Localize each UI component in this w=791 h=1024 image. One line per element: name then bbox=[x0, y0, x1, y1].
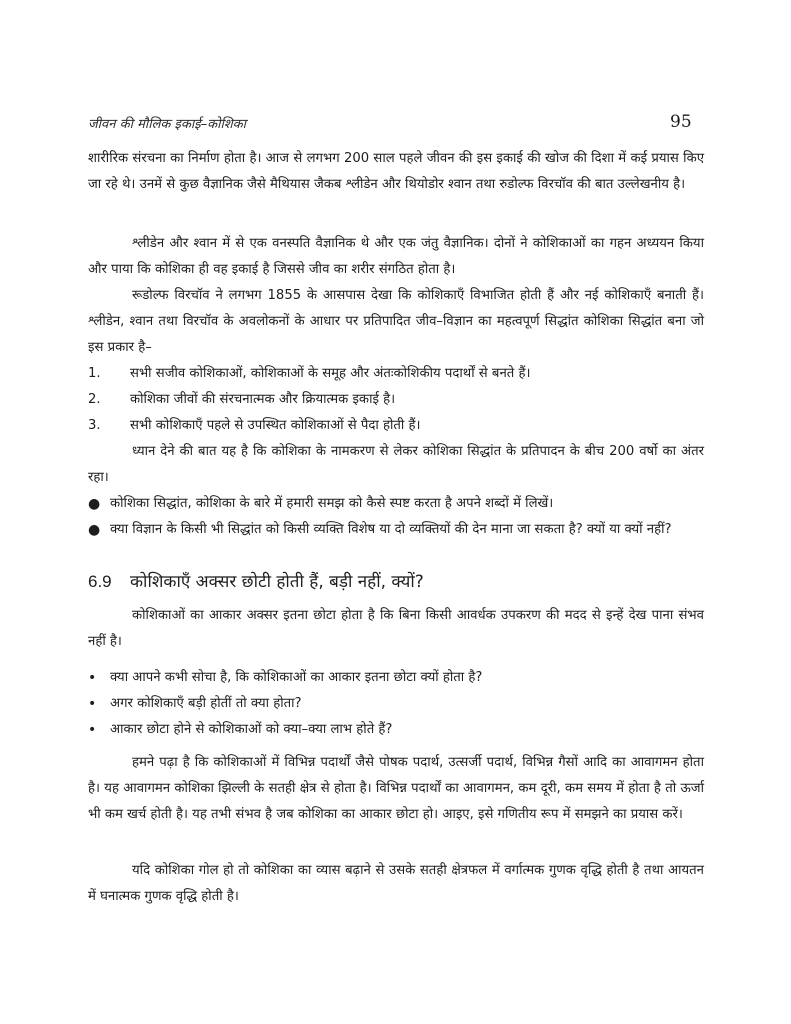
list-text: सभी सजीव कोशिकाओं, कोशिकाओं के समूह और अंतःकोशिकीय पदार्थों से बनते हैं। bbox=[130, 366, 531, 381]
page-number: 95 bbox=[670, 112, 692, 132]
paragraph-2: श्लीडेन और श्वान में से एक वनस्पति वैज्ञानिक थे और एक जंतु वैज्ञानिक। दोनों ने कोशिकाओं का गहन अध्ययन किया और पाया कि कोशिका ही वह इकाई है जिससे जीव का शरीर संगठित होता है। bbox=[88, 236, 704, 277]
list-text: सभी कोशिकाएँ पहले से उपस्थित कोशिकाओं से पैदा होती हैं। bbox=[130, 418, 421, 433]
question-text: अगर कोशिकाएँ बड़ी होतीं तो क्या होता? bbox=[110, 696, 302, 711]
bullet-icon: ● bbox=[88, 522, 101, 538]
question-text: क्या आपने कभी सोचा है, कि कोशिकाओं का आकार इतना छोटा क्यों होता है? bbox=[110, 670, 483, 685]
section-title: कोशिकाएँ अक्सर छोटी होती हैं, बड़ी नहीं, क्यों? bbox=[130, 572, 424, 592]
question-text: आकार छोटा होने से कोशिकाओं को क्या–क्या लाभ होते हैं? bbox=[110, 722, 393, 737]
paragraph-3: रूडोल्फ विरचॉव ने लगभग 1855 के आसपास देखा कि कोशिकाएँ विभाजित होती हैं और नई कोशिकाएँ बनाती हैं। श्लीडेन, श्वान तथा विरचॉव के अवलोकनों के आधार पर प्रतिपादित जीव–विज्ञान का महत्वपूर्ण सिद्धांत कोशिका सिद्धांत बना जो इस प्रकार है– bbox=[88, 288, 704, 355]
list-number: 1. bbox=[88, 366, 101, 381]
bullet-icon: ● bbox=[88, 496, 101, 512]
paragraph-6: हमने पढ़ा है कि कोशिकाओं में विभिन्न पदार्थों जैसे पोषक पदार्थ, उत्सर्जी पदार्थ, विभिन्न गैसों आदि का आवागमन होता है। यह आवागमन कोशिका झिल्ली के सतही क्षेत्र से होता है। विभिन्न पदार्थों का आवागमन, कम दूरी, कम समय में होता है तो ऊर्जा भी कम खर्च होती है। यह तभी संभव है जब कोशिका का आकार छोटा हो। आइए, इसे गणितीय रूप में समझने का प्रयास करें। bbox=[88, 755, 704, 822]
paragraph-5: कोशिकाओं का आकार अक्सर इतना छोटा होता है कि बिना किसी आवर्धक उपकरण की मदद से इन्हें देख पाना संभव नहीं है। bbox=[88, 608, 704, 649]
bullet-icon: • bbox=[88, 670, 97, 686]
list-text: कोशिका जीवों की संरचनात्मक और क्रियात्मक इकाई है। bbox=[130, 392, 396, 407]
list-number: 3. bbox=[88, 418, 101, 433]
bullet-icon: • bbox=[88, 722, 97, 738]
running-head: जीवन की मौलिक इकाई–कोशिका bbox=[88, 117, 247, 132]
paragraph-1: शारीरिक संरचना का निर्माण होता है। आज से लगभग 200 साल पहले जीवन की इस इकाई की खोज की दिशा में कई प्रयास किए जा रहे थे। उनमें से कुछ वैज्ञानिक जैसे मैथियास जैकब श्लीडेन और थियोडोर श्वान तथा रुडोल्फ विरचॉव की बात उल्लेखनीय है। bbox=[88, 151, 704, 192]
paragraph-7: यदि कोशिका गोल हो तो कोशिका का व्यास बढ़ाने से उसके सतही क्षेत्रफल में वर्गात्मक गुणक वृद्धि होती है तथा आयतन में घनात्मक गुणक वृद्धि होती है। bbox=[88, 863, 704, 904]
list-number: 2. bbox=[88, 392, 101, 407]
bullet-icon: • bbox=[88, 696, 97, 712]
paragraph-4: ध्यान देने की बात यह है कि कोशिका के नामकरण से लेकर कोशिका सिद्धांत के प्रतिपादन के बीच 200 वर्षो का अंतर रहा। bbox=[88, 444, 704, 485]
section-number: 6.9 bbox=[88, 572, 112, 591]
question-text: कोशिका सिद्धांत, कोशिका के बारे में हमारी समझ को कैसे स्पष्ट करता है अपने शब्दों में लिखें। bbox=[110, 496, 554, 511]
question-text: क्या विज्ञान के किसी भी सिद्धांत को किसी व्यक्ति विशेष या दो व्यक्तियों की देन माना जा सकता है? क्यों या क्यों नहीं? bbox=[110, 522, 672, 537]
